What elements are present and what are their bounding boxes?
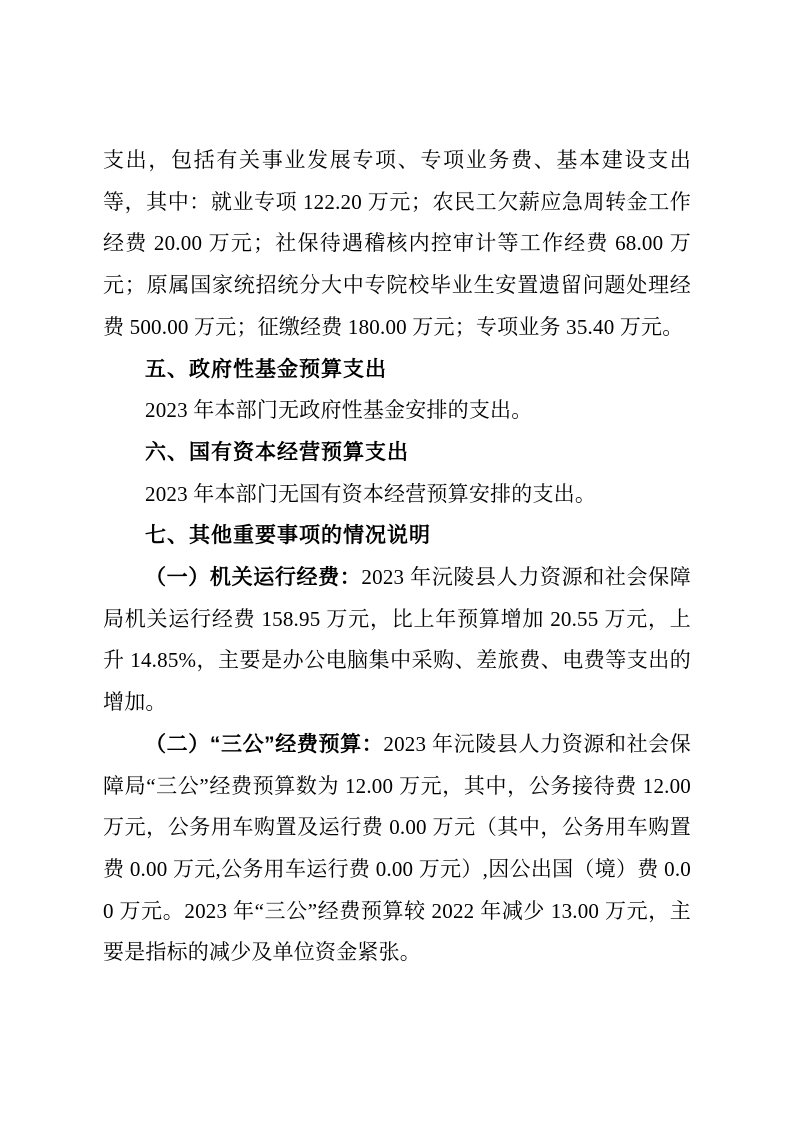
heading-text: 五、政府性基金预算支出 xyxy=(145,357,387,381)
paragraph xyxy=(103,557,691,724)
paragraph xyxy=(103,390,691,432)
heading-text: 六、国有资本经营预算支出 xyxy=(145,440,409,464)
paragraph-text: 支出，包括有关事业发展专项、专项业务费、基本建设支出等，其中：就业专项 122.20 万元；农民工欠薪应急周转金工作经费 20.00 万元；社保待遇稽核内控审计等工作经费 68.00 万元；原属国家统招统分大中专院校毕业生安置遗留问题处理经费 500.00 万元；征缴经费 180.00 万元；专项业务 35.40 万元。 xyxy=(103,148,691,339)
paragraph xyxy=(103,474,691,516)
document-content xyxy=(103,140,691,974)
paragraph-text: 2023 年沅陵县人力资源和社会保障局“三公”经费预算数为 12.00 万元，其中，公务接待费 12.00 万元，公务用车购置及运行费 0.00 万元（其中，公务用车购置费 0.00 万元,公务用车运行费 0.00 万元）,因公出国（境）费 0.00 万元。2023 年“三公”经费预算较 2022 年减少 13.00 万元，主要是指标的减少及单位资金紧张。 xyxy=(103,731,691,965)
paragraph-text: 2023 年本部门无政府性基金安排的支出。 xyxy=(145,398,533,423)
paragraph-lead: （一）机关运行经费： xyxy=(145,566,362,590)
section-heading xyxy=(103,349,691,391)
heading-text: 七、其他重要事项的情况说明 xyxy=(145,524,431,548)
paragraph xyxy=(103,724,691,974)
section-heading xyxy=(103,432,691,474)
paragraph-lead: （二）“三公”经费预算： xyxy=(145,732,384,756)
paragraph xyxy=(103,140,691,349)
paragraph-text: 2023 年本部门无国有资本经营预算安排的支出。 xyxy=(145,481,597,506)
section-heading xyxy=(103,515,691,557)
paragraph-text: 2023 年沅陵县人力资源和社会保障局机关运行经费 158.95 万元，比上年预算增加 20.55 万元，上升 14.85%，主要是办公电脑集中采购、差旅费、电费等支出的增加。 xyxy=(103,565,692,715)
